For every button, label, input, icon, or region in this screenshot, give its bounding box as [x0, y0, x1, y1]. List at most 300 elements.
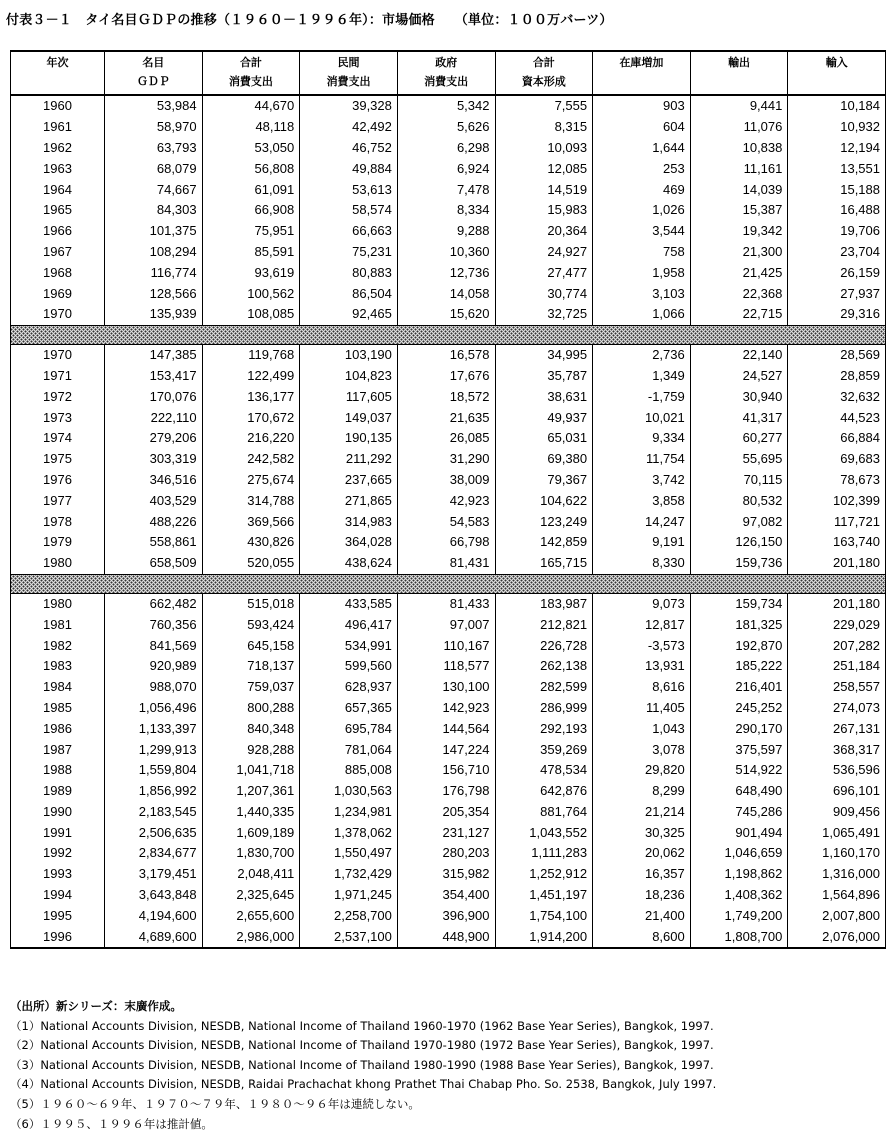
cell-government-consumption: 81,433: [397, 593, 495, 614]
cell-exports: 1,046,659: [690, 843, 788, 864]
cell-capital-formation: 24,927: [495, 242, 593, 263]
cell-nominal-gdp: 128,566: [105, 283, 203, 304]
cell-total-consumption: 108,085: [202, 304, 300, 325]
cell-nominal-gdp: 658,509: [105, 553, 203, 574]
cell-capital-formation: 12,085: [495, 158, 593, 179]
cell-total-consumption: 61,091: [202, 179, 300, 200]
cell-exports: 21,425: [690, 262, 788, 283]
cell-private-consumption: 1,550,497: [300, 843, 398, 864]
cell-nominal-gdp: 101,375: [105, 221, 203, 242]
cell-government-consumption: 448,900: [397, 926, 495, 948]
cell-exports: 21,300: [690, 242, 788, 263]
cell-year: 1969: [11, 283, 105, 304]
cell-capital-formation: 142,859: [495, 532, 593, 553]
cell-private-consumption: 781,064: [300, 739, 398, 760]
cell-private-consumption: 364,028: [300, 532, 398, 553]
cell-private-consumption: 58,574: [300, 200, 398, 221]
note-item: （3）National Accounts Division, NESDB, National Income of Thailand 1980-1990 (1988 Base Year Series), Bangkok, 1997.: [10, 1057, 714, 1072]
table-section-1960s: [11, 95, 886, 325]
cell-government-consumption: 231,127: [397, 822, 495, 843]
cell-imports: 29,316: [788, 304, 886, 325]
cell-total-consumption: 85,591: [202, 242, 300, 263]
cell-government-consumption: 6,298: [397, 138, 495, 159]
cell-capital-formation: 15,983: [495, 200, 593, 221]
cell-total-consumption: 170,672: [202, 407, 300, 428]
cell-government-consumption: 130,100: [397, 677, 495, 698]
cell-capital-formation: 8,315: [495, 117, 593, 138]
table-row: [11, 677, 886, 698]
cell-total-consumption: 1,609,189: [202, 822, 300, 843]
table-row: [11, 344, 886, 365]
cell-imports: 2,076,000: [788, 926, 886, 948]
cell-private-consumption: 75,231: [300, 242, 398, 263]
cell-total-consumption: 93,619: [202, 262, 300, 283]
header-imports: [788, 51, 886, 95]
cell-private-consumption: 66,663: [300, 221, 398, 242]
cell-exports: 216,401: [690, 677, 788, 698]
cell-government-consumption: 97,007: [397, 614, 495, 635]
cell-private-consumption: 190,135: [300, 428, 398, 449]
cell-private-consumption: 53,613: [300, 179, 398, 200]
header-label: 在庫増加: [619, 56, 664, 69]
cell-government-consumption: 156,710: [397, 760, 495, 781]
header-year: [11, 51, 105, 95]
cell-inventory-change: -3,573: [593, 635, 691, 656]
cell-inventory-change: 18,236: [593, 885, 691, 906]
cell-total-consumption: 1,830,700: [202, 843, 300, 864]
cell-capital-formation: 34,995: [495, 344, 593, 365]
cell-government-consumption: 205,354: [397, 802, 495, 823]
cell-imports: 274,073: [788, 698, 886, 719]
cell-total-consumption: 44,670: [202, 95, 300, 117]
header-row: [11, 51, 886, 95]
cell-exports: 1,749,200: [690, 905, 788, 926]
cell-year: 1963: [11, 158, 105, 179]
cell-nominal-gdp: 2,183,545: [105, 802, 203, 823]
cell-government-consumption: 38,009: [397, 470, 495, 491]
table-row: [11, 470, 886, 491]
cell-year: 1965: [11, 200, 105, 221]
cell-nominal-gdp: 1,056,496: [105, 698, 203, 719]
cell-year: 1990: [11, 802, 105, 823]
cell-year: 1982: [11, 635, 105, 656]
cell-government-consumption: 15,620: [397, 304, 495, 325]
cell-capital-formation: 27,477: [495, 262, 593, 283]
cell-inventory-change: 1,066: [593, 304, 691, 325]
cell-inventory-change: 758: [593, 242, 691, 263]
table-row: [11, 926, 886, 948]
cell-year: 1968: [11, 262, 105, 283]
header-capital-formation: [495, 51, 593, 95]
source-note: （出所）新シリーズ：末廣作成。: [10, 999, 182, 1013]
cell-private-consumption: 86,504: [300, 283, 398, 304]
cell-imports: 12,194: [788, 138, 886, 159]
cell-private-consumption: 92,465: [300, 304, 398, 325]
cell-total-consumption: 66,908: [202, 200, 300, 221]
cell-total-consumption: 2,986,000: [202, 926, 300, 948]
cell-exports: 15,387: [690, 200, 788, 221]
cell-nominal-gdp: 1,133,397: [105, 718, 203, 739]
table-row: [11, 95, 886, 117]
cell-government-consumption: 54,583: [397, 511, 495, 532]
cell-capital-formation: 1,043,552: [495, 822, 593, 843]
note-item: （2）National Accounts Division, NESDB, National Income of Thailand 1970-1980 (1972 Base Year Series), Bangkok, 1997.: [10, 1038, 714, 1053]
table-row: [11, 221, 886, 242]
cell-exports: 192,870: [690, 635, 788, 656]
cell-exports: 1,198,862: [690, 864, 788, 885]
notes-block: [10, 997, 885, 1134]
cell-imports: 1,564,896: [788, 885, 886, 906]
note-item: （4）National Accounts Division, NESDB, Raidai Prachachat khong Prathet Thai Chabap Pho. So. 2538, Bangkok, July 1997.: [10, 1077, 717, 1092]
table-section-1970s: [11, 344, 886, 574]
cell-year: 1985: [11, 698, 105, 719]
header-inventory-change: [593, 51, 691, 95]
cell-total-consumption: 593,424: [202, 614, 300, 635]
cell-government-consumption: 6,924: [397, 158, 495, 179]
cell-government-consumption: 280,203: [397, 843, 495, 864]
cell-inventory-change: 1,958: [593, 262, 691, 283]
cell-private-consumption: 46,752: [300, 138, 398, 159]
header-label: 年次: [46, 56, 69, 69]
cell-imports: 10,184: [788, 95, 886, 117]
cell-total-consumption: 216,220: [202, 428, 300, 449]
header-sublabel: 資本形成: [521, 75, 566, 88]
table-row: [11, 200, 886, 221]
cell-year: 1967: [11, 242, 105, 263]
cell-total-consumption: 515,018: [202, 593, 300, 614]
cell-capital-formation: 14,519: [495, 179, 593, 200]
cell-imports: 207,282: [788, 635, 886, 656]
cell-total-consumption: 718,137: [202, 656, 300, 677]
cell-private-consumption: 271,865: [300, 490, 398, 511]
header-government-consumption: [397, 51, 495, 95]
cell-total-consumption: 2,325,645: [202, 885, 300, 906]
cell-nominal-gdp: 3,643,848: [105, 885, 203, 906]
cell-private-consumption: 438,624: [300, 553, 398, 574]
table-row: [11, 656, 886, 677]
table-row: [11, 739, 886, 760]
section-separator: [11, 325, 886, 344]
cell-year: 1978: [11, 511, 105, 532]
cell-government-consumption: 17,676: [397, 366, 495, 387]
table-row: [11, 781, 886, 802]
cell-exports: 1,808,700: [690, 926, 788, 948]
cell-capital-formation: 20,364: [495, 221, 593, 242]
cell-government-consumption: 176,798: [397, 781, 495, 802]
cell-inventory-change: 903: [593, 95, 691, 117]
cell-private-consumption: 314,983: [300, 511, 398, 532]
table-row: [11, 304, 886, 325]
cell-total-consumption: 53,050: [202, 138, 300, 159]
table-row: [11, 366, 886, 387]
cell-year: 1972: [11, 386, 105, 407]
cell-government-consumption: 7,478: [397, 179, 495, 200]
cell-private-consumption: 496,417: [300, 614, 398, 635]
cell-total-consumption: 2,048,411: [202, 864, 300, 885]
cell-inventory-change: 604: [593, 117, 691, 138]
cell-inventory-change: 3,103: [593, 283, 691, 304]
header-label: 民間: [337, 56, 360, 69]
cell-imports: 66,884: [788, 428, 886, 449]
cell-year: 1971: [11, 366, 105, 387]
table-row: [11, 532, 886, 553]
cell-imports: 229,029: [788, 614, 886, 635]
cell-exports: 648,490: [690, 781, 788, 802]
cell-private-consumption: 433,585: [300, 593, 398, 614]
cell-year: 1960: [11, 95, 105, 117]
cell-government-consumption: 21,635: [397, 407, 495, 428]
cell-imports: 44,523: [788, 407, 886, 428]
section-separator: [11, 574, 886, 593]
cell-year: 1980: [11, 553, 105, 574]
cell-inventory-change: 11,754: [593, 449, 691, 470]
cell-private-consumption: 695,784: [300, 718, 398, 739]
table-row: [11, 593, 886, 614]
header-sublabel: ＧＤＰ: [136, 75, 170, 88]
cell-exports: 290,170: [690, 718, 788, 739]
note-item: （1）National Accounts Division, NESDB, National Income of Thailand 1960-1970 (1962 Base Year Series), Bangkok, 1997.: [10, 1018, 714, 1033]
cell-year: 1995: [11, 905, 105, 926]
cell-exports: 22,368: [690, 283, 788, 304]
cell-inventory-change: 8,616: [593, 677, 691, 698]
cell-inventory-change: 21,214: [593, 802, 691, 823]
cell-private-consumption: 237,665: [300, 470, 398, 491]
cell-capital-formation: 212,821: [495, 614, 593, 635]
cell-capital-formation: 10,093: [495, 138, 593, 159]
cell-total-consumption: 645,158: [202, 635, 300, 656]
cell-total-consumption: 430,826: [202, 532, 300, 553]
cell-capital-formation: 1,754,100: [495, 905, 593, 926]
cell-government-consumption: 18,572: [397, 386, 495, 407]
cell-exports: 11,076: [690, 117, 788, 138]
table-row: [11, 511, 886, 532]
cell-year: 1970: [11, 304, 105, 325]
cell-government-consumption: 14,058: [397, 283, 495, 304]
cell-capital-formation: 49,937: [495, 407, 593, 428]
cell-private-consumption: 657,365: [300, 698, 398, 719]
cell-private-consumption: 1,971,245: [300, 885, 398, 906]
cell-total-consumption: 75,951: [202, 221, 300, 242]
cell-nominal-gdp: 4,689,600: [105, 926, 203, 948]
cell-year: 1961: [11, 117, 105, 138]
cell-imports: 27,937: [788, 283, 886, 304]
cell-capital-formation: 642,876: [495, 781, 593, 802]
cell-imports: 15,188: [788, 179, 886, 200]
cell-government-consumption: 315,982: [397, 864, 495, 885]
cell-inventory-change: 16,357: [593, 864, 691, 885]
table-row: [11, 553, 886, 574]
header-label: 輸入: [825, 56, 848, 69]
cell-imports: 696,101: [788, 781, 886, 802]
cell-exports: 97,082: [690, 511, 788, 532]
cell-total-consumption: 520,055: [202, 553, 300, 574]
cell-nominal-gdp: 346,516: [105, 470, 203, 491]
cell-private-consumption: 2,258,700: [300, 905, 398, 926]
cell-government-consumption: 16,578: [397, 344, 495, 365]
cell-government-consumption: 5,342: [397, 95, 495, 117]
cell-government-consumption: 26,085: [397, 428, 495, 449]
cell-private-consumption: 1,030,563: [300, 781, 398, 802]
cell-capital-formation: 35,787: [495, 366, 593, 387]
cell-capital-formation: 7,555: [495, 95, 593, 117]
cell-capital-formation: 359,269: [495, 739, 593, 760]
cell-exports: 159,736: [690, 553, 788, 574]
cell-exports: 10,838: [690, 138, 788, 159]
table-row: [11, 449, 886, 470]
table-row: [11, 490, 886, 511]
cell-government-consumption: 9,288: [397, 221, 495, 242]
cell-nominal-gdp: 662,482: [105, 593, 203, 614]
table-row: [11, 117, 886, 138]
cell-capital-formation: 262,138: [495, 656, 593, 677]
cell-inventory-change: 13,931: [593, 656, 691, 677]
cell-inventory-change: 9,334: [593, 428, 691, 449]
cell-nominal-gdp: 74,667: [105, 179, 203, 200]
table-row: [11, 843, 886, 864]
cell-nominal-gdp: 58,970: [105, 117, 203, 138]
cell-exports: 55,695: [690, 449, 788, 470]
cell-year: 1994: [11, 885, 105, 906]
cell-capital-formation: 165,715: [495, 553, 593, 574]
cell-government-consumption: 147,224: [397, 739, 495, 760]
header-exports: [690, 51, 788, 95]
note-item: （5）１９６０～６９年、１９７０～７９年、１９８０～９６年は連続しない。: [10, 1096, 420, 1111]
cell-imports: 23,704: [788, 242, 886, 263]
cell-year: 1966: [11, 221, 105, 242]
cell-year: 1987: [11, 739, 105, 760]
cell-capital-formation: 30,774: [495, 283, 593, 304]
cell-nominal-gdp: 2,834,677: [105, 843, 203, 864]
cell-exports: 22,140: [690, 344, 788, 365]
table-row: [11, 802, 886, 823]
cell-total-consumption: 1,440,335: [202, 802, 300, 823]
cell-exports: 19,342: [690, 221, 788, 242]
header-label: 輸出: [728, 56, 751, 69]
cell-private-consumption: 49,884: [300, 158, 398, 179]
cell-exports: 159,734: [690, 593, 788, 614]
cell-imports: 28,859: [788, 366, 886, 387]
cell-capital-formation: 1,914,200: [495, 926, 593, 948]
cell-inventory-change: 1,026: [593, 200, 691, 221]
table-row: [11, 614, 886, 635]
cell-capital-formation: 123,249: [495, 511, 593, 532]
cell-inventory-change: 1,043: [593, 718, 691, 739]
table-row: [11, 885, 886, 906]
cell-imports: 10,932: [788, 117, 886, 138]
cell-capital-formation: 32,725: [495, 304, 593, 325]
cell-total-consumption: 840,348: [202, 718, 300, 739]
cell-nominal-gdp: 403,529: [105, 490, 203, 511]
cell-nominal-gdp: 1,559,804: [105, 760, 203, 781]
note-item: （6）１９９５、１９９６年は推計値。: [10, 1116, 213, 1131]
cell-government-consumption: 110,167: [397, 635, 495, 656]
cell-nominal-gdp: 84,303: [105, 200, 203, 221]
cell-total-consumption: 48,118: [202, 117, 300, 138]
cell-government-consumption: 81,431: [397, 553, 495, 574]
cell-capital-formation: 1,451,197: [495, 885, 593, 906]
cell-inventory-change: 3,078: [593, 739, 691, 760]
cell-year: 1988: [11, 760, 105, 781]
cell-nominal-gdp: 170,076: [105, 386, 203, 407]
cell-exports: 70,115: [690, 470, 788, 491]
cell-nominal-gdp: 279,206: [105, 428, 203, 449]
cell-capital-formation: 104,622: [495, 490, 593, 511]
cell-nominal-gdp: 920,989: [105, 656, 203, 677]
header-sublabel: 消費支出: [424, 75, 469, 88]
header-label: 合計: [532, 56, 555, 69]
cell-year: 1964: [11, 179, 105, 200]
cell-imports: 69,683: [788, 449, 886, 470]
gdp-table: [10, 50, 886, 949]
cell-total-consumption: 759,037: [202, 677, 300, 698]
cell-exports: 126,150: [690, 532, 788, 553]
cell-inventory-change: 11,405: [593, 698, 691, 719]
cell-exports: 9,441: [690, 95, 788, 117]
header-label: 名目: [142, 56, 165, 69]
cell-private-consumption: 211,292: [300, 449, 398, 470]
table-row: [11, 179, 886, 200]
cell-capital-formation: 183,987: [495, 593, 593, 614]
cell-private-consumption: 104,823: [300, 366, 398, 387]
separator-band: [11, 325, 886, 344]
cell-imports: 1,160,170: [788, 843, 886, 864]
cell-government-consumption: 12,736: [397, 262, 495, 283]
cell-nominal-gdp: 841,569: [105, 635, 203, 656]
cell-private-consumption: 628,937: [300, 677, 398, 698]
table-row: [11, 262, 886, 283]
cell-year: 1975: [11, 449, 105, 470]
cell-capital-formation: 69,380: [495, 449, 593, 470]
cell-inventory-change: 14,247: [593, 511, 691, 532]
cell-nominal-gdp: 303,319: [105, 449, 203, 470]
cell-government-consumption: 66,798: [397, 532, 495, 553]
cell-imports: 26,159: [788, 262, 886, 283]
cell-year: 1984: [11, 677, 105, 698]
cell-inventory-change: 3,858: [593, 490, 691, 511]
cell-exports: 60,277: [690, 428, 788, 449]
cell-year: 1974: [11, 428, 105, 449]
cell-government-consumption: 31,290: [397, 449, 495, 470]
cell-imports: 19,706: [788, 221, 886, 242]
cell-private-consumption: 149,037: [300, 407, 398, 428]
cell-inventory-change: 12,817: [593, 614, 691, 635]
cell-nominal-gdp: 53,984: [105, 95, 203, 117]
cell-year: 1993: [11, 864, 105, 885]
cell-year: 1991: [11, 822, 105, 843]
cell-government-consumption: 118,577: [397, 656, 495, 677]
cell-imports: 251,184: [788, 656, 886, 677]
table-row: [11, 718, 886, 739]
cell-private-consumption: 1,378,062: [300, 822, 398, 843]
cell-inventory-change: 10,021: [593, 407, 691, 428]
cell-nominal-gdp: 1,856,992: [105, 781, 203, 802]
cell-capital-formation: 1,111,283: [495, 843, 593, 864]
cell-nominal-gdp: 760,356: [105, 614, 203, 635]
cell-imports: 2,007,800: [788, 905, 886, 926]
cell-capital-formation: 65,031: [495, 428, 593, 449]
cell-government-consumption: 144,564: [397, 718, 495, 739]
cell-inventory-change: 9,073: [593, 593, 691, 614]
cell-capital-formation: 881,764: [495, 802, 593, 823]
cell-imports: 201,180: [788, 593, 886, 614]
cell-total-consumption: 1,207,361: [202, 781, 300, 802]
table-row: [11, 407, 886, 428]
cell-imports: 163,740: [788, 532, 886, 553]
cell-imports: 368,317: [788, 739, 886, 760]
cell-year: 1992: [11, 843, 105, 864]
cell-private-consumption: 42,492: [300, 117, 398, 138]
cell-private-consumption: 39,328: [300, 95, 398, 117]
